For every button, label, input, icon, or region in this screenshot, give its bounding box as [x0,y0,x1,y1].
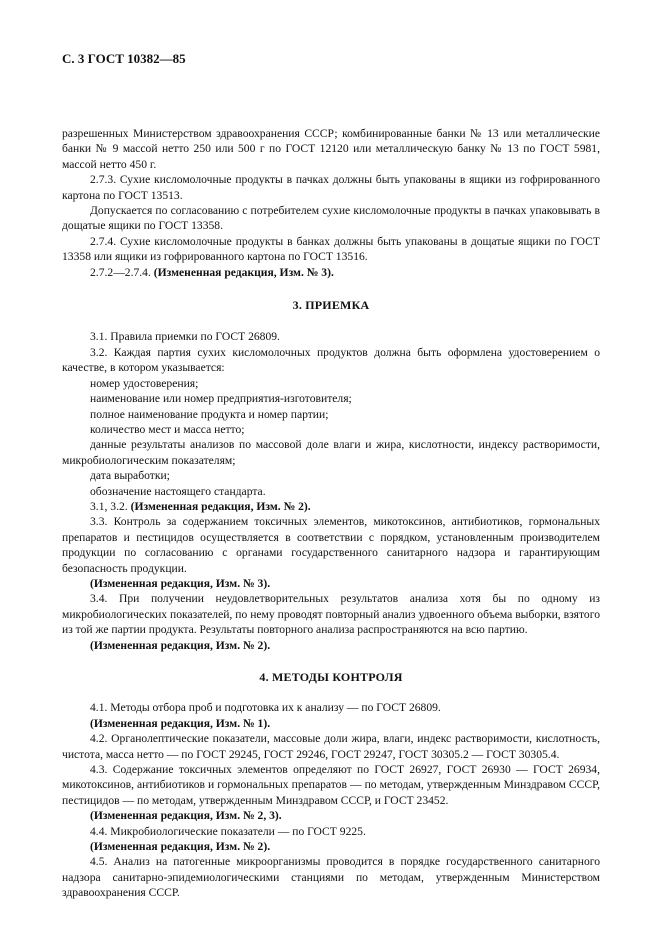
paragraph-2-7-3: 2.7.3. Сухие кисломолочные продукты в пачках должны быть упакованы в ящики из гофрированного картона по ГОСТ 13513. [62,173,600,202]
paragraph-4-3: 4.3. Содержание токсичных элементов определяют по ГОСТ 26927, ГОСТ 26930 — ГОСТ 26934, микотоксинов, антибиотиков и гормональных препаратов — по методам, утвержденным Минздравом СССР, пестицидов — по методам, утвержденным Минздравом СССР, и ГОСТ 23452. [62,763,600,807]
page-header: С. 3 ГОСТ 10382—85 [62,51,186,66]
edit-ref-3-1-3-2: 3.1, 3.2. [90,499,131,513]
edit-note-2-7: (Измененная редакция, Изм. № 3). [153,265,334,279]
paragraph-3-4: 3.4. При получении неудовлетворительных результатов анализа хотя бы по одному из микробиологических показателей, по нему проводят повторный анализ удвоенного объема выборки, взятого из той же партии продукта. Результаты повторного анализа распространяются на всю партию. [62,592,600,637]
paragraph-4-4: 4.4. Микробиологические показатели — по ГОСТ 9225. [90,824,366,838]
paragraph-edit-2-7 [62,265,600,280]
document-body [62,126,600,901]
edit-ref-2-7: 2.7.2—2.7.4. [90,265,154,279]
edit-note-4-3: (Измененная редакция, Изм. № 2, 3). [90,809,282,823]
paragraph-3-2: 3.2. Каждая партия сухих кисломолочных продуктов должна быть оформлена удостоверением о качестве, в котором указывается: [62,345,600,375]
paragraph-3-3: 3.3. Контроль за содержанием токсичных элементов, микотоксинов, антибиотиков, гормональных препаратов и пестицидов осуществляется в соответствии с порядком, установленным производителем продукции по согласованию с органами государственного санитарного надзора и гарантирующим безопасность продукции. [62,515,600,575]
paragraph-permitted: Допускается по согласованию с потребителем сухие кисломолочные продукты в пачках упаковывать в дощатые ящики по ГОСТ 13358. [62,204,600,233]
paragraph-continued: разрешенных Министерством здравоохранения СССР; комбинированные банки № 13 или металлические банки № 9 массой нетто 250 или 500 г по ГОСТ 12120 или металлическую банку № 13 по ГОСТ 5981, массой нетто 450 г. [62,127,600,171]
section-3-title: 3. ПРИЕМКА [292,298,370,313]
edit-note-3-4: (Измененная редакция, Изм. № 2). [90,638,271,652]
list-item: номер удостоверения; [90,376,199,390]
paragraph-edit-3-1-3-2 [62,499,600,514]
list-item: количество мест и масса нетто; [90,422,245,436]
paragraph-results: данные результаты анализов по массовой доле влаги и жира, кислотности, индексу растворимости, микробиологическим показателям; [62,438,600,467]
paragraph-4-5: 4.5. Анализ на патогенные микроорганизмы проводится в порядке государственного санитарного надзора санитарно-эпидемиологическими станциями по методам, утвержденным Министерством здравоохранения СССР. [62,855,600,900]
list-item: обозначение настоящего стандарта. [90,484,266,498]
list-item: полное наименование продукта и номер партии; [90,407,329,421]
edit-note-4-1: (Измененная редакция, Изм. № 1). [90,716,271,730]
edit-note-3-1-3-2: (Измененная редакция, Изм. № 2). [130,499,311,513]
section-4-title: 4. МЕТОДЫ КОНТРОЛЯ [259,670,403,684]
paragraph-4-2: 4.2. Органолептические показатели, массовые доли жира, влаги, индекс растворимости, кислотность, чистота, масса нетто — по ГОСТ 29245, ГОСТ 29246, ГОСТ 29247, ГОСТ 30305.2 — ГОСТ 30305.4. [62,732,600,761]
edit-note-3-3: (Измененная редакция, Изм. № 3). [90,576,271,590]
list-item: дата выработки; [90,469,170,483]
edit-note-4-4: (Измененная редакция, Изм. № 2). [90,840,271,854]
list-item: наименование или номер предприятия-изготовителя; [90,392,352,406]
paragraph-4-1: 4.1. Методы отбора проб и подготовка их к анализу — по ГОСТ 26809. [90,701,441,715]
paragraph-3-1: 3.1. Правила приемки по ГОСТ 26809. [90,330,280,344]
paragraph-2-7-4: 2.7.4. Сухие кисломолочные продукты в банках должны быть упакованы в дощатые ящики по ГОСТ 13358 или ящики из гофрированного картона по ГОСТ 13516. [62,234,600,264]
